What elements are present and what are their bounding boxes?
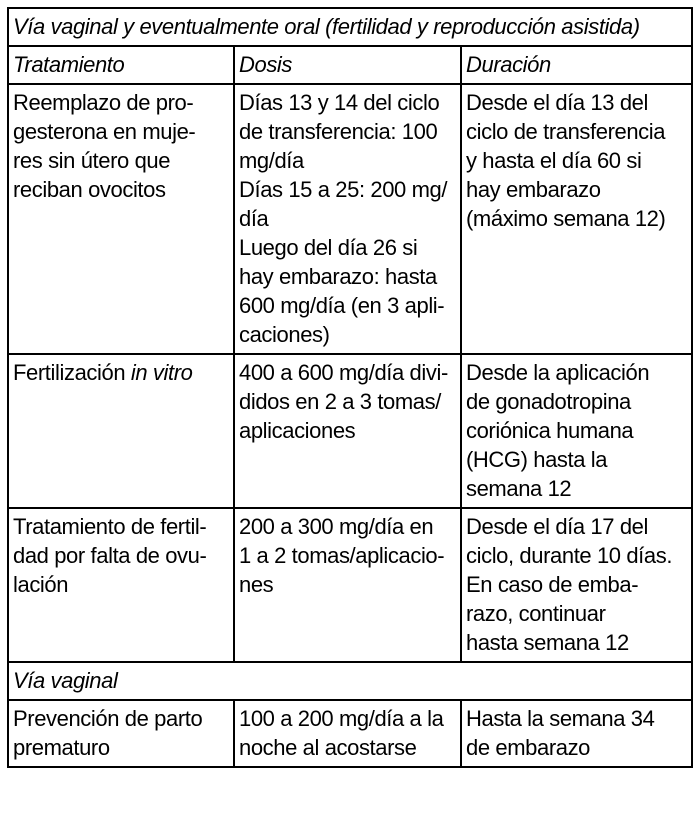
- cell-line: 400 a 600 mg/día divi-: [239, 360, 448, 385]
- cell-line: (máximo semana 12): [466, 206, 666, 231]
- cell-line: de embarazo: [466, 735, 591, 760]
- table-row: [8, 700, 692, 767]
- cell-line: de transferencia: 100: [239, 119, 438, 144]
- treatment-text: Fertilización: [13, 360, 131, 385]
- cell-line: hasta semana 12: [466, 630, 629, 655]
- cell-line: y hasta el día 60 si: [466, 148, 642, 173]
- section-title: Vía vaginal y eventualmente oral (fertilidad y reproducción asistida): [8, 8, 692, 46]
- cell-line: día: [239, 206, 269, 231]
- cell-line: gesterona en muje-: [13, 119, 196, 144]
- duration-cell: [461, 700, 692, 767]
- cell-line: Luego del día 26 si: [239, 235, 418, 260]
- treatment-italic-text: in vitro: [130, 360, 193, 385]
- duration-cell: [461, 354, 692, 508]
- cell-line: didos en 2 a 3 tomas/: [239, 389, 441, 414]
- dose-cell: [234, 354, 461, 508]
- cell-line: caciones): [239, 322, 330, 347]
- dose-cell: [234, 700, 461, 767]
- cell-line: hay embarazo: hasta: [239, 264, 437, 289]
- cell-line: aplicaciones: [239, 418, 356, 443]
- cell-line: res sin útero que: [13, 148, 171, 173]
- cell-line: Desde el día 13 del: [466, 90, 648, 115]
- cell-line: ciclo, durante 10 días.: [466, 543, 673, 568]
- dose-cell: [234, 508, 461, 662]
- cell-line: 100 a 200 mg/día a la: [239, 706, 444, 731]
- table-row: [8, 84, 692, 354]
- cell-line: semana 12: [466, 476, 572, 501]
- cell-line: dad por falta de ovu-: [13, 543, 207, 568]
- cell-line: razo, continuar: [466, 601, 606, 626]
- section-header-row: [8, 8, 692, 46]
- dose-cell: [234, 84, 461, 354]
- cell-line: Reemplazo de pro-: [13, 90, 194, 115]
- cell-line: mg/día: [239, 148, 304, 173]
- cell-line: Días 13 y 14 del ciclo: [239, 90, 440, 115]
- cell-line: nes: [239, 572, 274, 597]
- table-row: [8, 508, 692, 662]
- cell-line: 200 a 300 mg/día en: [239, 514, 434, 539]
- header-dose: Dosis: [234, 46, 461, 84]
- cell-line: 600 mg/día (en 3 apli-: [239, 293, 445, 318]
- treatment-cell: [8, 354, 234, 508]
- cell-line: reciban ovocitos: [13, 177, 166, 202]
- section-title: Vía vaginal: [8, 662, 692, 700]
- section-header-row: [8, 662, 692, 700]
- dosage-table: [7, 7, 693, 768]
- cell-line: Desde el día 17 del: [466, 514, 648, 539]
- header-treatment: Tratamiento: [8, 46, 234, 84]
- treatment-cell: [8, 700, 234, 767]
- cell-line: coriónica humana: [466, 418, 634, 443]
- treatment-cell: [8, 508, 234, 662]
- header-duration: Duración: [461, 46, 692, 84]
- duration-cell: [461, 84, 692, 354]
- column-header-row: [8, 46, 692, 84]
- cell-line: ciclo de transferencia: [466, 119, 666, 144]
- treatment-cell: [8, 84, 234, 354]
- duration-cell: [461, 508, 692, 662]
- cell-line: lación: [13, 572, 69, 597]
- cell-line: Tratamiento de fertil-: [13, 514, 207, 539]
- cell-line: Hasta la semana 34: [466, 706, 655, 731]
- cell-line: noche al acostarse: [239, 735, 417, 760]
- cell-line: Prevención de parto: [13, 706, 203, 731]
- cell-line: 1 a 2 tomas/aplicacio-: [239, 543, 445, 568]
- cell-line: Días 15 a 25: 200 mg/: [239, 177, 448, 202]
- cell-line: hay embarazo: [466, 177, 601, 202]
- cell-line: prematuro: [13, 735, 110, 760]
- cell-line: Desde la aplicación: [466, 360, 650, 385]
- table-row: [8, 354, 692, 508]
- cell-line: (HCG) hasta la: [466, 447, 608, 472]
- cell-line: En caso de emba-: [466, 572, 639, 597]
- cell-line: de gonadotropina: [466, 389, 631, 414]
